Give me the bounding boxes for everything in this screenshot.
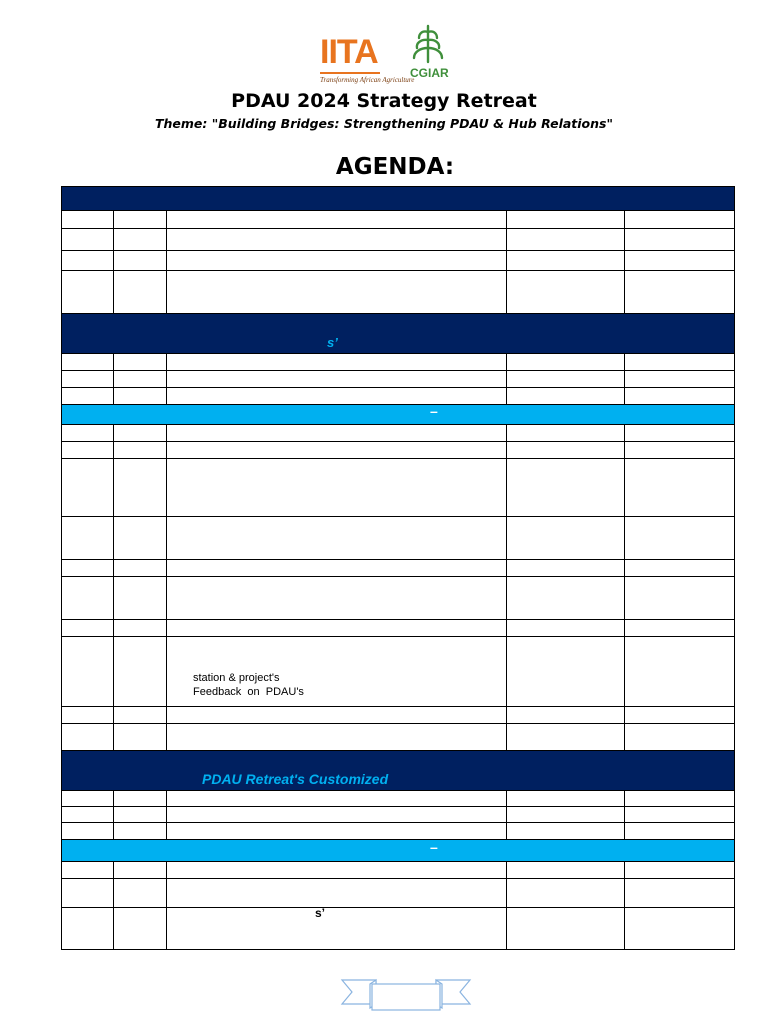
iita-wordmark: IITA <box>320 33 378 71</box>
section-band <box>62 314 735 353</box>
agenda-item-text: s’ <box>315 906 326 921</box>
section-header-cyan <box>62 404 735 424</box>
agenda-table <box>61 186 735 950</box>
ribbon-banner-icon <box>340 974 472 1012</box>
section-band <box>62 840 735 861</box>
table-row <box>62 577 735 619</box>
table-row <box>62 517 735 560</box>
table-row <box>62 370 735 387</box>
table-row <box>62 636 735 706</box>
table-row <box>62 229 735 251</box>
cgiar-wordmark: CGIAR <box>410 66 449 80</box>
section-header-navy <box>62 751 735 791</box>
table-row <box>62 878 735 907</box>
iita-logo <box>318 32 415 84</box>
header-logos <box>318 22 458 86</box>
section-band <box>62 187 735 211</box>
table-row <box>62 353 735 370</box>
table-row <box>62 251 735 271</box>
section-title: s’ <box>327 335 338 351</box>
table-row <box>62 823 735 840</box>
table-row <box>62 706 735 723</box>
iita-underline <box>320 72 380 74</box>
table-row <box>62 807 735 823</box>
iita-tagline: Transforming African Agriculture <box>320 76 415 84</box>
table-row <box>62 271 735 314</box>
section-title: PDAU Retreat's Customized <box>202 770 389 787</box>
table-row <box>62 211 735 229</box>
table-row <box>62 441 735 458</box>
table-row <box>62 907 735 949</box>
table-row <box>62 791 735 807</box>
cgiar-logo <box>406 22 450 86</box>
section-title: – <box>430 403 438 420</box>
table-row <box>62 459 735 517</box>
table-row <box>62 619 735 636</box>
agenda-item-text: station & project's Feedback on PDAU's <box>193 672 304 699</box>
section-header-navy <box>62 314 735 353</box>
document-title: PDAU 2024 Strategy Retreat <box>231 90 537 112</box>
table-row <box>62 424 735 441</box>
section-header-navy <box>62 187 735 211</box>
table-row <box>62 560 735 577</box>
cgiar-wheat-icon <box>406 22 450 66</box>
section-band <box>62 751 735 791</box>
agenda-heading: AGENDA: <box>335 154 455 180</box>
table-row <box>62 387 735 404</box>
document-theme: Theme: "Building Bridges: Strengthening PDAU & Hub Relations" <box>154 116 613 131</box>
section-band <box>62 404 735 424</box>
section-header-cyan <box>62 840 735 861</box>
section-title: – <box>430 839 438 856</box>
table-row <box>62 723 735 750</box>
table-row <box>62 861 735 878</box>
